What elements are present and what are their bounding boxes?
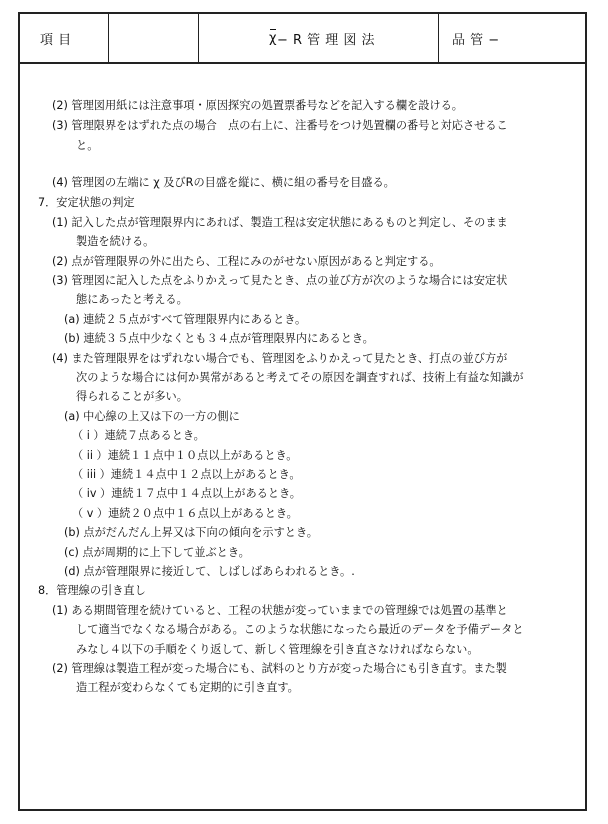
text-line: (2) 管理図用紙には注意事項・原因探究の処置票番号などを記入する欄を設ける。 (52, 99, 463, 112)
text-line: して適当でなくなる場合がある。このような状態になったら最近のデータを予備データと (76, 623, 524, 636)
text-line: 造工程が変わらなくても定期的に引き直す。 (76, 681, 299, 694)
text-line: （ iii ）連続１４点中１２点以上があるとき。 (72, 468, 301, 481)
text-line: (3) 管理図に記入した点をふりかえって見たとき、点の並び方が次のような場合には安定状 (52, 274, 508, 287)
text-line: (4) また管理限界をはずれない場合でも、管理図をふりかえって見たとき、打点の並び方が (52, 352, 508, 365)
text-line: (b) 点がだんだん上昇又は下向の傾向を示すとき。 (64, 526, 318, 539)
text-line: (1) 記入した点が管理限界内にあれば、製造工程は安定状態にあるものと判定し、そのまま (52, 216, 508, 229)
text-line: 態にあったと考える。 (76, 293, 188, 306)
text-line: (a) 連続２５点がすべて管理限界内にあるとき。 (64, 313, 307, 326)
section-heading: 8．管理線の引き直し (38, 584, 146, 597)
header-divider (198, 14, 199, 62)
text-line: (1) ある期間管理を続けていると、工程の状態が変っていままでの管理線では処置の基準と (52, 604, 508, 617)
section-heading: 7．安定状態の判定 (38, 196, 135, 209)
text-line: （ iv ）連続１７点中１４点以上があるとき。 (72, 487, 301, 500)
header-row (20, 14, 585, 64)
text-line: 得られることが多い。 (76, 390, 188, 403)
item-label: 項 目 (40, 32, 72, 48)
text-line: (2) 点が管理限界の外に出たら、工程にみのがせない原因があると判定する。 (52, 255, 441, 268)
text-line: （ i ）連続７点あるとき。 (72, 429, 205, 442)
text-line: (c) 点が周期的に上下して並ぶとき。 (64, 546, 250, 559)
text-line: (a) 中心線の上又は下の一方の側に (64, 410, 240, 423)
x-bar-symbol: χ (268, 30, 277, 46)
text-line: （ ii ）連続１１点中１０点以上があるとき。 (72, 449, 298, 462)
text-line: 製造を続ける。 (76, 235, 155, 248)
text-line: みなし４以下の手順をくり返して、新しく管理線を引き直さなければならない。 (76, 643, 479, 656)
text-line: と。 (76, 139, 99, 152)
text-line: （ v ）連続２０点中１６点以上があるとき。 (72, 507, 298, 520)
text-line: (b) 連続３５点中少なくとも３４点が管理限界内にあるとき。 (64, 332, 374, 345)
header-divider (438, 14, 439, 62)
doc-code: 品 管 − (452, 32, 500, 48)
title-text: − R 管 理 図 法 (276, 32, 376, 48)
text-line: (3) 管理限界をはずれた点の場合 点の右上に、注番号をつけ処置欄の番号と対応させるこ (52, 119, 508, 132)
header-divider (108, 14, 109, 62)
text-line: (2) 管理線は製造工程が変った場合にも、試料のとり方が変った場合にも引き直す。また製 (52, 662, 507, 675)
document-frame (18, 12, 587, 811)
text-line: 次のような場合には何か異常があると考えてその原因を調査すれば、技術上有益な知識が (76, 371, 524, 384)
text-line: (d) 点が管理限界に接近して、しばしばあらわれるとき。. (64, 565, 355, 578)
document-title (206, 14, 438, 62)
text-line: (4) 管理図の左端に χ 及びRの目盛を縦に、横に組の番号を目盛る。 (52, 176, 395, 189)
